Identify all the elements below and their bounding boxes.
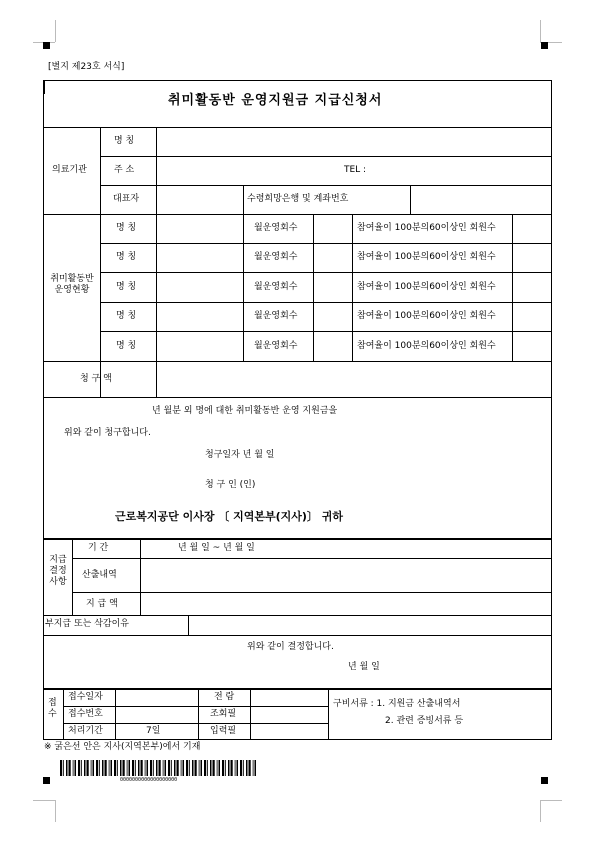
declaration-line1: 년 월분 외 명에 대한 취미활동반 운영 지원금을 [152,406,338,416]
hobby-row-name: 명 칭 [116,252,137,262]
barcode-bar [168,760,170,776]
barcode-bar [93,760,95,776]
rule [72,592,552,593]
barcode-bar [163,760,164,776]
barcode-bar [219,760,221,776]
rule [43,635,552,636]
registration-mark [541,777,548,784]
barcode-bar [177,760,179,776]
rule [410,185,411,214]
barcode-bar [249,760,251,776]
hobby-row-monthly: 월운영회수 [254,341,298,351]
medical-tel-label: TEL : [344,165,367,175]
barcode-bar [195,760,197,776]
barcode-bar [73,760,74,776]
rule [100,156,552,157]
barcode-bar [114,760,116,776]
hobby-row-name: 명 칭 [116,223,137,233]
medical-rep-label: 대표자 [113,194,140,204]
rule [243,214,244,361]
processing-period-value: 7일 [146,726,161,736]
receipt-date-label: 접수일자 [68,692,103,702]
medical-bank-label: 수령희망은행 및 계좌번호 [247,194,349,204]
receipt-section-label: 접 수 [48,698,57,719]
barcode-bar [186,760,188,776]
barcode-bar [192,760,194,776]
hobby-row-name: 명 칭 [116,311,137,321]
addressee-line: 근로복지공단 이사장 〔 지역본부(지사)〕 귀하 [115,510,344,523]
period-label: 기 간 [88,543,109,553]
medical-address-label: 주 소 [114,165,135,175]
barcode-bar [102,760,104,776]
crop-mark [33,800,55,801]
barcode-bar [231,760,233,776]
barcode-bar [156,760,158,776]
entry-label: 입력필 [210,726,237,736]
claimant-line: 청 구 인 (인) [205,480,256,490]
hobby-row-monthly: 월운영회수 [254,282,298,292]
medical-name-label: 명 칭 [114,136,135,146]
rule [43,214,552,215]
decided-text: 위와 같이 결정합니다. [247,642,334,652]
rule [352,214,353,361]
rule [156,127,157,397]
thick-left-rule [43,80,45,94]
rule [43,615,552,616]
barcode-bar [213,760,215,776]
barcode-bar [210,760,212,776]
barcode-bar [91,760,92,776]
barcode-bar [207,760,208,776]
barcode-text: 0000000000000000000 [120,777,178,782]
barcode-bar [150,760,152,776]
barcode-bar [181,760,182,776]
barcode-bar [66,760,68,776]
rule [100,302,552,303]
claim-amount-label: 청 구 액 [80,374,112,384]
rule [72,539,73,615]
rule [43,127,552,128]
barcode-bar [147,760,149,776]
rule [43,361,552,362]
barcode-bar [255,760,257,776]
review-label: 전 람 [214,692,235,702]
hobby-row-attend: 참여율이 100분의60이상인 회원수 [357,282,496,292]
barcode-bar [109,760,110,776]
barcode-bar [81,760,82,776]
registration-mark [43,777,50,784]
barcode-bar [117,760,118,776]
hobby-section-label: 취미활동반 운영현황 [50,274,94,295]
crop-mark [540,800,562,801]
barcode-bar [243,760,244,776]
barcode-bar [111,760,113,776]
hobby-row-name: 명 칭 [116,282,137,292]
crop-mark [540,20,541,42]
barcode-bar [165,760,167,776]
rule [43,688,552,690]
barcode-bar [132,760,134,776]
barcode-bar [204,760,206,776]
hobby-row-monthly: 월운영회수 [254,252,298,262]
rule [100,243,552,244]
rule [100,331,552,332]
rule [72,558,552,559]
rule [100,127,101,397]
barcode-image [60,760,260,782]
rule [43,397,552,398]
hobby-row-attend: 참여율이 100분의60이상인 회원수 [357,252,496,262]
barcode-bar [189,760,190,776]
barcode-bar [222,760,224,776]
barcode-bar [96,760,98,776]
receipt-number-label: 접수번호 [68,709,103,719]
reason-label: 부지급 또는 삭감이유 [45,619,129,629]
crop-mark [55,20,56,42]
rule [188,615,189,635]
barcode-bar [63,760,64,776]
barcode-bar [183,760,185,776]
hobby-row-attend: 참여율이 100분의60이상인 회원수 [357,223,496,233]
rule [140,539,141,615]
required-docs-2: 2. 관련 증빙서류 등 [385,716,464,726]
footnote: ※ 굵은선 안은 지사(지역본부)에서 기재 [44,742,201,752]
barcode-bar [105,760,107,776]
barcode-bar [159,760,161,776]
rule [115,689,116,740]
barcode-bar [235,760,236,776]
amount-label: 지 급 액 [86,599,118,609]
barcode-bar [135,760,136,776]
barcode-bar [240,760,242,776]
barcode-bar [138,760,140,776]
hobby-row-name: 명 칭 [116,341,137,351]
rule [100,272,552,273]
rule [63,689,64,740]
barcode-bar [60,760,62,776]
barcode-bar [120,760,122,776]
barcode-bar [129,760,131,776]
hobby-row-attend: 참여율이 100분의60이상인 회원수 [357,341,496,351]
rule [512,214,513,361]
barcode-bar [141,760,143,776]
barcode-bar [171,760,172,776]
barcode-bar [199,760,200,776]
claim-date-line: 청구일자 년 월 일 [205,450,275,460]
required-docs-1: 구비서류 : 1. 지원금 산출내역서 [333,699,461,709]
barcode-bar [75,760,77,776]
rule [43,538,552,540]
decision-date: 년 월 일 [348,662,380,672]
barcode-bar [78,760,80,776]
declaration-line2: 위와 같이 청구합니다. [64,428,151,438]
barcode-bar [87,760,89,776]
crop-mark [540,800,541,822]
rule [100,185,552,186]
period-value: 년 월 일 ~ 년 월 일 [178,543,255,553]
barcode-bar [145,760,146,776]
barcode-bar [237,760,239,776]
rule [63,706,328,707]
rule [250,689,251,740]
barcode-bar [153,760,154,776]
barcode-bar [174,760,176,776]
barcode-bar [84,760,86,776]
hobby-row-monthly: 월운영회수 [254,311,298,321]
barcode-bar [228,760,230,776]
barcode-bar [225,760,226,776]
rule [63,723,328,724]
calc-label: 산출내역 [82,570,117,580]
form-label: [별지 제23호 서식] [48,62,125,72]
decision-section-label: 지급 결정 사항 [49,555,67,587]
barcode-bar [123,760,125,776]
rule [328,689,329,740]
registration-mark [541,42,548,49]
barcode-bar [69,760,71,776]
hobby-row-monthly: 월운영회수 [254,223,298,233]
registration-mark [43,42,50,49]
barcode-bar [217,760,218,776]
rule [313,214,314,361]
rule [243,185,244,214]
processing-period-label: 처리기간 [68,726,103,736]
rule [198,689,199,740]
barcode-bar [246,760,248,776]
page-title: 취미활동반 운영지원금 지급신청서 [168,93,383,108]
barcode-bar [99,760,100,776]
barcode-bar [253,760,254,776]
hobby-row-attend: 참여율이 100분의60이상인 회원수 [357,311,496,321]
crop-mark [55,800,56,822]
inquiry-label: 조회필 [210,709,237,719]
barcode-bar [201,760,203,776]
barcode-bar [127,760,128,776]
medical-section-label: 의료기관 [52,165,87,175]
